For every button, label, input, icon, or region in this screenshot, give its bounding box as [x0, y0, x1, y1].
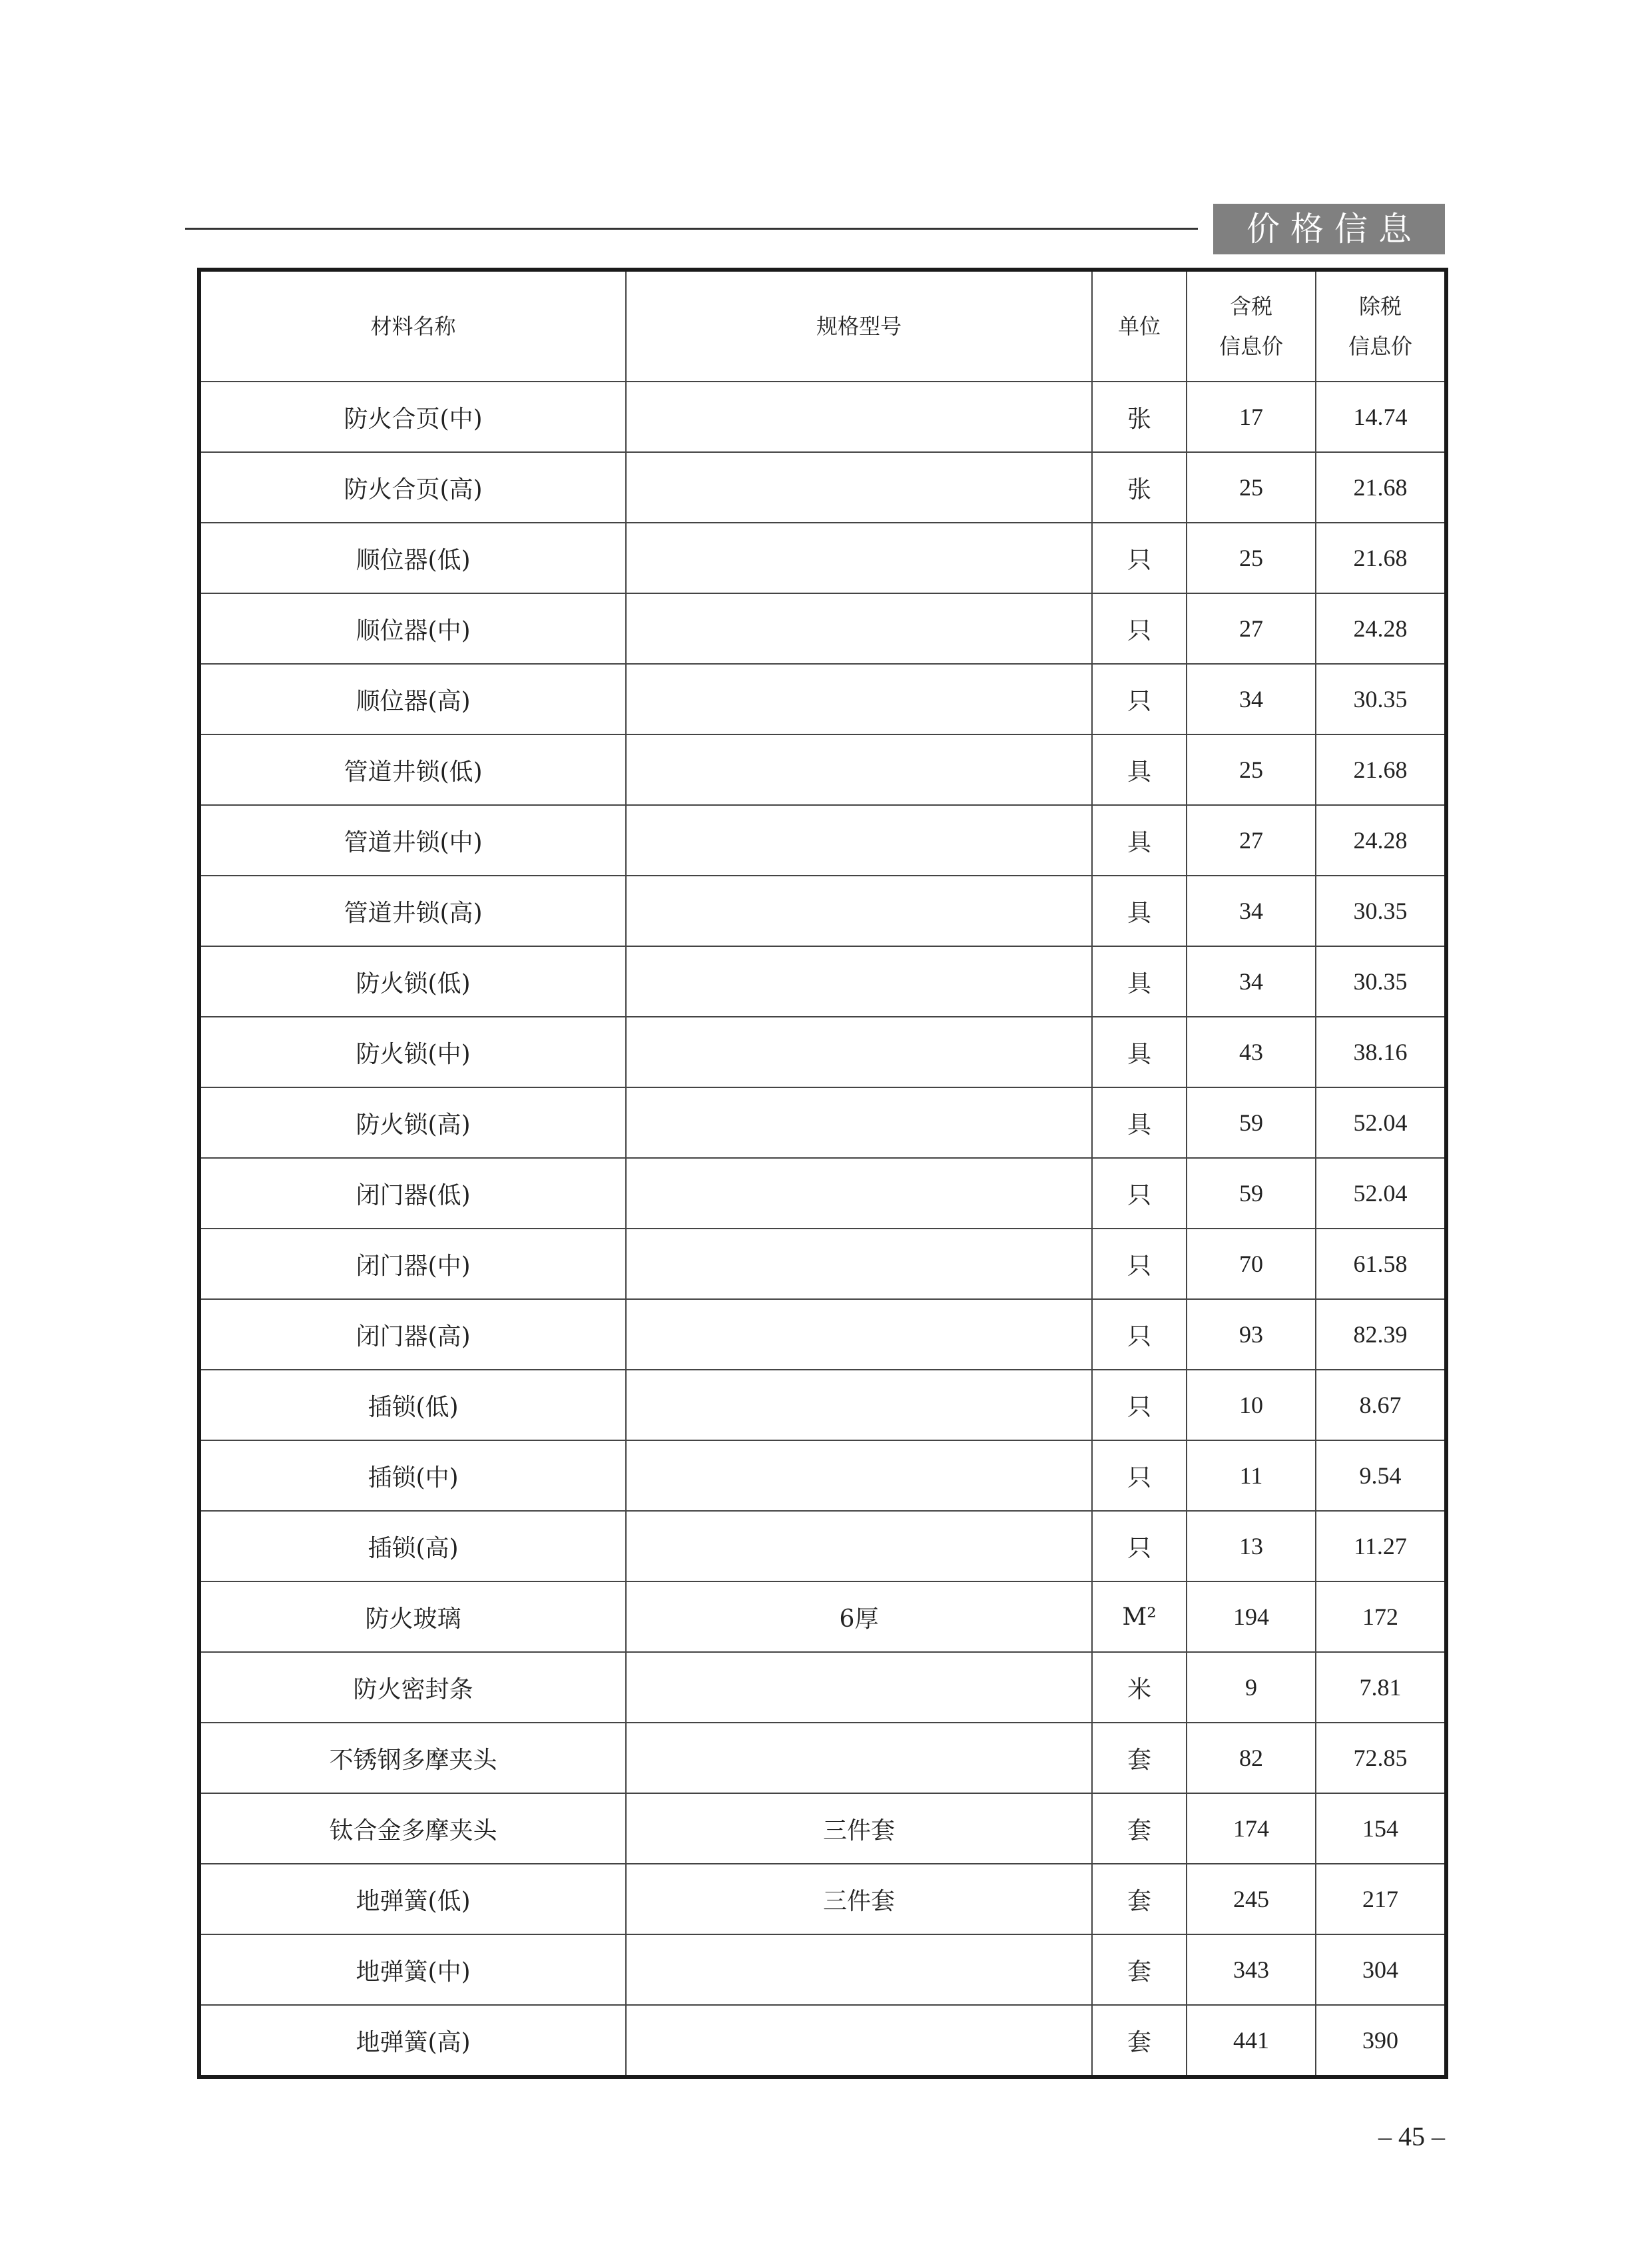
- cell-name: 防火密封条: [199, 1652, 626, 1723]
- cell-tax-excluded: 61.58: [1316, 1229, 1446, 1299]
- cell-tax-included: 10: [1187, 1370, 1316, 1440]
- cell-spec: [626, 593, 1092, 664]
- cell-spec: [626, 1440, 1092, 1511]
- table-header-row: [199, 270, 1446, 382]
- cell-unit: 只: [1092, 1370, 1187, 1440]
- cell-tax-included: 34: [1187, 946, 1316, 1017]
- cell-tax-excluded: 24.28: [1316, 805, 1446, 876]
- table-row: [199, 1581, 1446, 1652]
- column-header-unit-label: 单位: [1117, 314, 1161, 339]
- cell-spec: [626, 382, 1092, 452]
- cell-tax-excluded: 30.35: [1316, 876, 1446, 946]
- cell-spec: 6厚: [626, 1581, 1092, 1652]
- table-row: [199, 734, 1446, 805]
- cell-spec: [626, 452, 1092, 523]
- cell-tax-excluded: 217: [1316, 1864, 1446, 1934]
- cell-name: 管道井锁(低): [199, 734, 626, 805]
- cell-spec: [626, 664, 1092, 734]
- cell-tax-included: 11: [1187, 1440, 1316, 1511]
- cell-tax-excluded: 21.68: [1316, 452, 1446, 523]
- cell-tax-excluded: 30.35: [1316, 946, 1446, 1017]
- cell-tax-included: 43: [1187, 1017, 1316, 1087]
- table-row: [199, 876, 1446, 946]
- cell-unit: 张: [1092, 382, 1187, 452]
- table-row: [199, 1864, 1446, 1934]
- cell-tax-excluded: 154: [1316, 1793, 1446, 1864]
- cell-name: 不锈钢多摩夹头: [199, 1723, 626, 1793]
- price-table: [197, 268, 1448, 2079]
- table-row: [199, 1229, 1446, 1299]
- table-row: [199, 2005, 1446, 2077]
- cell-name: 闭门器(中): [199, 1229, 626, 1299]
- table-row: [199, 1158, 1446, 1229]
- cell-unit: 只: [1092, 1511, 1187, 1581]
- cell-unit: 具: [1092, 1017, 1187, 1087]
- cell-tax-excluded: 72.85: [1316, 1723, 1446, 1793]
- cell-name: 地弹簧(中): [199, 1934, 626, 2005]
- table-row: [199, 1017, 1446, 1087]
- cell-spec: [626, 2005, 1092, 2077]
- cell-spec: [626, 805, 1092, 876]
- cell-unit: 只: [1092, 1158, 1187, 1229]
- cell-tax-excluded: 11.27: [1316, 1511, 1446, 1581]
- table-row: [199, 523, 1446, 593]
- cell-tax-included: 93: [1187, 1299, 1316, 1370]
- column-header-name: [199, 270, 626, 382]
- cell-spec: [626, 1087, 1092, 1158]
- cell-name: 防火锁(中): [199, 1017, 626, 1087]
- cell-tax-included: 25: [1187, 734, 1316, 805]
- cell-spec: [626, 1299, 1092, 1370]
- table-row: [199, 593, 1446, 664]
- cell-name: 防火玻璃: [199, 1581, 626, 1652]
- column-header-tax-included-line2: 信息价: [1219, 334, 1283, 359]
- column-header-spec: [626, 270, 1092, 382]
- column-header-tax-included: [1187, 270, 1316, 382]
- cell-tax-included: 59: [1187, 1158, 1316, 1229]
- cell-tax-included: 245: [1187, 1864, 1316, 1934]
- cell-name: 管道井锁(高): [199, 876, 626, 946]
- cell-tax-excluded: 52.04: [1316, 1087, 1446, 1158]
- cell-unit: 套: [1092, 2005, 1187, 2077]
- cell-tax-excluded: 172: [1316, 1581, 1446, 1652]
- table-row: [199, 1087, 1446, 1158]
- cell-spec: [626, 946, 1092, 1017]
- cell-tax-excluded: 82.39: [1316, 1299, 1446, 1370]
- cell-tax-excluded: 14.74: [1316, 382, 1446, 452]
- cell-tax-included: 25: [1187, 452, 1316, 523]
- column-header-spec-label: 规格型号: [816, 314, 902, 339]
- cell-tax-excluded: 21.68: [1316, 734, 1446, 805]
- cell-tax-excluded: 30.35: [1316, 664, 1446, 734]
- cell-name: 钛合金多摩夹头: [199, 1793, 626, 1864]
- cell-spec: [626, 1652, 1092, 1723]
- cell-unit: 张: [1092, 452, 1187, 523]
- cell-tax-included: 82: [1187, 1723, 1316, 1793]
- cell-name: 防火合页(高): [199, 452, 626, 523]
- cell-unit: 米: [1092, 1652, 1187, 1723]
- table-row: [199, 805, 1446, 876]
- cell-tax-included: 25: [1187, 523, 1316, 593]
- table-row: [199, 1723, 1446, 1793]
- cell-unit: M²: [1092, 1581, 1187, 1652]
- table-row: [199, 946, 1446, 1017]
- cell-spec: [626, 1017, 1092, 1087]
- cell-name: 顺位器(低): [199, 523, 626, 593]
- cell-unit: 只: [1092, 523, 1187, 593]
- cell-spec: [626, 1158, 1092, 1229]
- cell-unit: 具: [1092, 1087, 1187, 1158]
- cell-tax-included: 9: [1187, 1652, 1316, 1723]
- table-row: [199, 1370, 1446, 1440]
- cell-spec: 三件套: [626, 1864, 1092, 1934]
- cell-name: 防火锁(高): [199, 1087, 626, 1158]
- cell-tax-included: 70: [1187, 1229, 1316, 1299]
- table-row: [199, 1299, 1446, 1370]
- cell-tax-excluded: 24.28: [1316, 593, 1446, 664]
- cell-unit: 套: [1092, 1864, 1187, 1934]
- cell-tax-excluded: 38.16: [1316, 1017, 1446, 1087]
- cell-spec: [626, 1370, 1092, 1440]
- cell-name: 闭门器(低): [199, 1158, 626, 1229]
- cell-spec: [626, 876, 1092, 946]
- cell-unit: 套: [1092, 1793, 1187, 1864]
- cell-tax-included: 34: [1187, 664, 1316, 734]
- table-row: [199, 1652, 1446, 1723]
- cell-unit: 只: [1092, 1229, 1187, 1299]
- cell-tax-included: 13: [1187, 1511, 1316, 1581]
- cell-tax-included: 27: [1187, 805, 1316, 876]
- cell-spec: [626, 1511, 1092, 1581]
- table-body: [199, 382, 1446, 2077]
- cell-name: 顺位器(高): [199, 664, 626, 734]
- cell-unit: 具: [1092, 805, 1187, 876]
- cell-unit: 只: [1092, 1440, 1187, 1511]
- cell-unit: 具: [1092, 734, 1187, 805]
- cell-tax-excluded: 304: [1316, 1934, 1446, 2005]
- cell-name: 防火锁(低): [199, 946, 626, 1017]
- column-header-name-label: 材料名称: [370, 314, 456, 339]
- cell-tax-included: 343: [1187, 1934, 1316, 2005]
- column-header-unit: [1092, 270, 1187, 382]
- cell-spec: [626, 1229, 1092, 1299]
- cell-name: 防火合页(中): [199, 382, 626, 452]
- cell-unit: 只: [1092, 593, 1187, 664]
- cell-name: 插锁(高): [199, 1511, 626, 1581]
- cell-spec: [626, 523, 1092, 593]
- cell-unit: 套: [1092, 1723, 1187, 1793]
- cell-name: 顺位器(中): [199, 593, 626, 664]
- cell-tax-included: 27: [1187, 593, 1316, 664]
- table-row: [199, 1511, 1446, 1581]
- table-row: [199, 382, 1446, 452]
- cell-tax-excluded: 7.81: [1316, 1652, 1446, 1723]
- cell-tax-excluded: 9.54: [1316, 1440, 1446, 1511]
- cell-tax-included: 174: [1187, 1793, 1316, 1864]
- column-header-tax-excluded-line1: 除税: [1358, 294, 1402, 319]
- cell-tax-included: 34: [1187, 876, 1316, 946]
- table-row: [199, 1793, 1446, 1864]
- cell-tax-included: 17: [1187, 382, 1316, 452]
- cell-tax-excluded: 390: [1316, 2005, 1446, 2077]
- section-title: 价格信息: [1213, 204, 1445, 254]
- table-row: [199, 1440, 1446, 1511]
- cell-name: 插锁(低): [199, 1370, 626, 1440]
- cell-spec: 三件套: [626, 1793, 1092, 1864]
- cell-tax-included: 59: [1187, 1087, 1316, 1158]
- table-row: [199, 664, 1446, 734]
- cell-unit: 只: [1092, 664, 1187, 734]
- cell-tax-excluded: 52.04: [1316, 1158, 1446, 1229]
- cell-name: 管道井锁(中): [199, 805, 626, 876]
- cell-tax-excluded: 21.68: [1316, 523, 1446, 593]
- column-header-tax-excluded: [1316, 270, 1446, 382]
- cell-tax-excluded: 8.67: [1316, 1370, 1446, 1440]
- cell-name: 闭门器(高): [199, 1299, 626, 1370]
- column-header-tax-included-line1: 含税: [1229, 294, 1272, 319]
- cell-name: 地弹簧(高): [199, 2005, 626, 2077]
- cell-name: 地弹簧(低): [199, 1864, 626, 1934]
- cell-tax-included: 441: [1187, 2005, 1316, 2077]
- cell-tax-included: 194: [1187, 1581, 1316, 1652]
- cell-spec: [626, 734, 1092, 805]
- cell-unit: 具: [1092, 946, 1187, 1017]
- table-row: [199, 452, 1446, 523]
- header-rule: [185, 228, 1198, 230]
- page-number: – 45 –: [1378, 2121, 1445, 2151]
- cell-name: 插锁(中): [199, 1440, 626, 1511]
- cell-unit: 只: [1092, 1299, 1187, 1370]
- cell-spec: [626, 1723, 1092, 1793]
- cell-unit: 套: [1092, 1934, 1187, 2005]
- column-header-tax-excluded-line2: 信息价: [1348, 334, 1412, 359]
- cell-spec: [626, 1934, 1092, 2005]
- table-row: [199, 1934, 1446, 2005]
- cell-unit: 具: [1092, 876, 1187, 946]
